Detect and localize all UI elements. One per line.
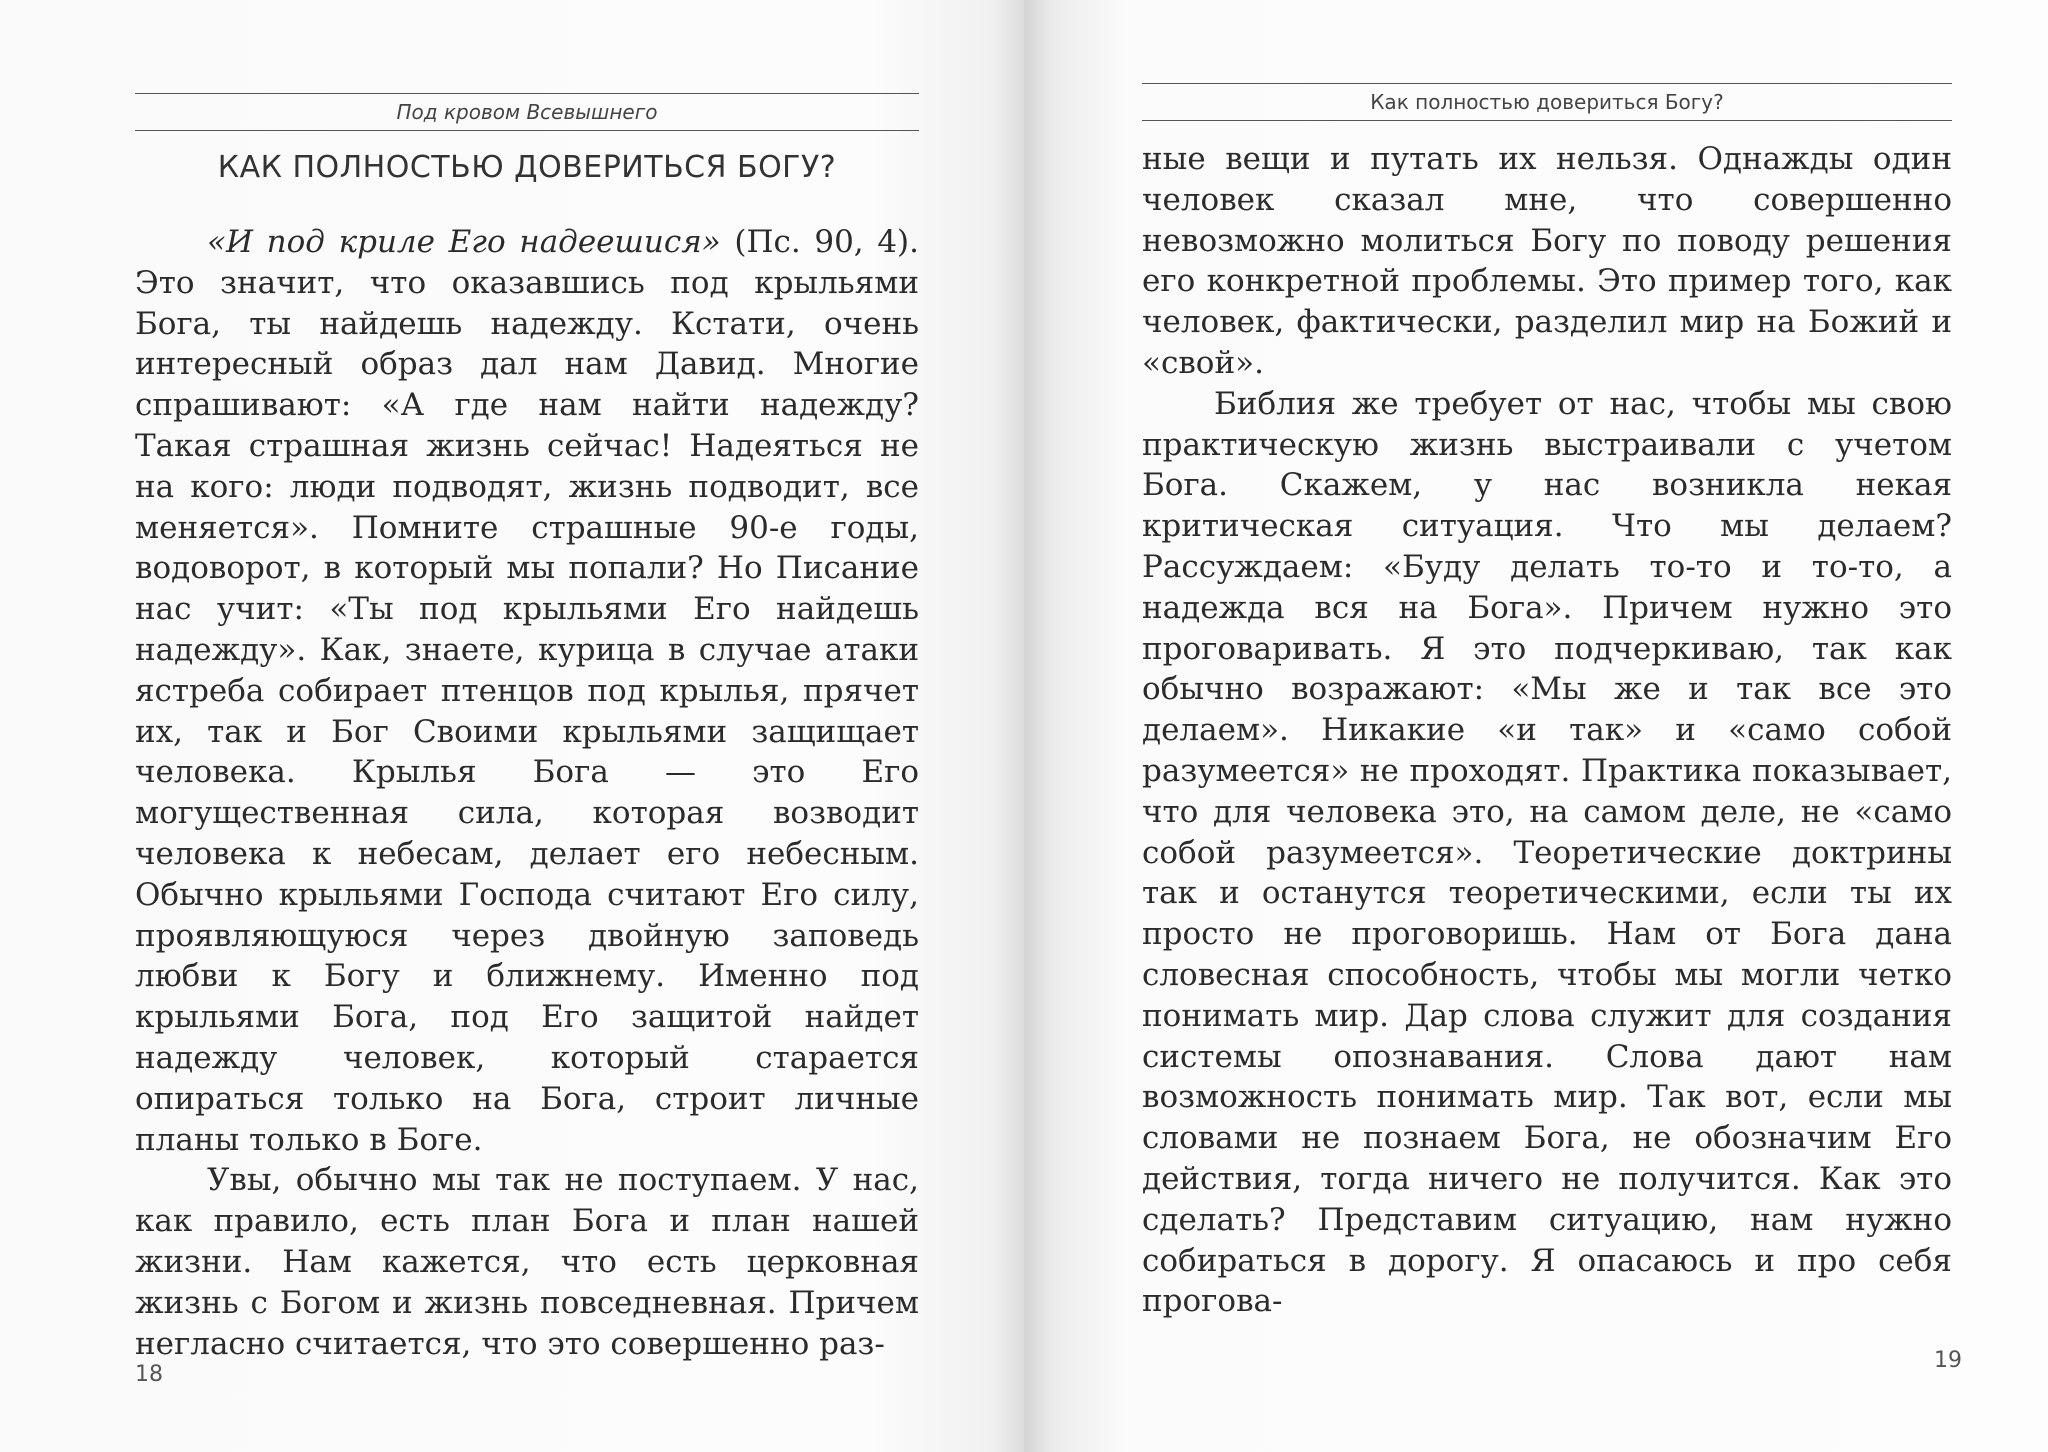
paragraph bbox=[135, 222, 919, 1160]
page-number: 18 bbox=[135, 1362, 163, 1387]
paragraph: ные вещи и путать их нельзя. Однажды один человек сказал мне, что совершенно невозможно молиться Богу по поводу решения его конкретной проблемы. Это пример того, как человек, фактически, разделил мир на Божий и «свой». bbox=[1142, 141, 1952, 381]
page-number: 19 bbox=[1934, 1348, 1962, 1373]
paragraph-text: (Пс. 90, 4). Это значит, что оказавшись под крыльями Бога, ты найдешь надежду. Кстати, очень интересный образ дал нам Давид. Многие спрашивают: «А где нам найти надежду? Такая страшная жизнь сейчас! Надеяться не на кого: люди подводят, жизнь подводит, все меняется». Помните страшные 90-е годы, водоворот, в который мы попали? Но Писание нас учит: «Ты под крыльями Его найдешь надежду». Как, знаете, курица в случае атаки ястреба собирает птенцов под крылья, прячет их, так и Бог Своими крыльями защищает человека. Крылья Бога — это Его могущественная сила, которая возводит человека к небесам, делает его небесным. Обычно крыльями Господа считают Его силу, проявляющуюся через двойную заповедь любви к Богу и ближнему. Именно под крыльями Бога, под Его защитой найдет надежду человек, который старается опираться только на Бога, строит личные планы только в Боге. bbox=[135, 224, 919, 1158]
body-text bbox=[1142, 139, 1952, 1322]
running-header: Как полностью довериться Богу? bbox=[1142, 83, 1952, 121]
scripture-quote: «И под криле Его надеешися» bbox=[207, 224, 721, 260]
right-page bbox=[1024, 0, 2048, 1452]
paragraph: Увы, обычно мы так не поступаем. У нас, как правило, есть план Бога и план нашей жизни. Нам кажется, что есть церковная жизнь с Богом и жизнь повседневная. Причем негласно считается, что это совершенно раз- bbox=[135, 1162, 919, 1362]
chapter-title: КАК ПОЛНОСТЬЮ ДОВЕРИТЬСЯ БОГУ? bbox=[217, 150, 837, 185]
body-text bbox=[135, 222, 919, 1364]
running-header: Под кровом Всевышнего bbox=[135, 93, 919, 131]
paragraph: Библия же требует от нас, чтобы мы свою практическую жизнь выстраивали с учетом Бога. Скажем, у нас возникла некая критическая ситуация. Что мы делаем? Рассуждаем: «Буду делать то-то и то-то, а надежда вся на Бога». Причем нужно это проговаривать. Я это подчеркиваю, так как обычно возражают: «Мы же и так все это делаем». Никакие «и так» и «само собой разумеется» не проходят. Практика показывает, что для человека это, на самом деле, не «само собой разумеется». Теоретические доктрины так и останутся теоретическими, если ты их просто не проговоришь. Нам от Бога дана словесная способность, чтобы мы могли четко понимать мир. Дар слова служит для создания системы опознавания. Слова дают нам возможность понимать мир. Так вот, если мы словами не познаем Бога, не обозначим Его действия, тогда ничего не получится. Как это сделать? Представим ситуацию, нам нужно собираться в дорогу. Я опасаюсь и про себя проговa- bbox=[1142, 385, 1952, 1320]
